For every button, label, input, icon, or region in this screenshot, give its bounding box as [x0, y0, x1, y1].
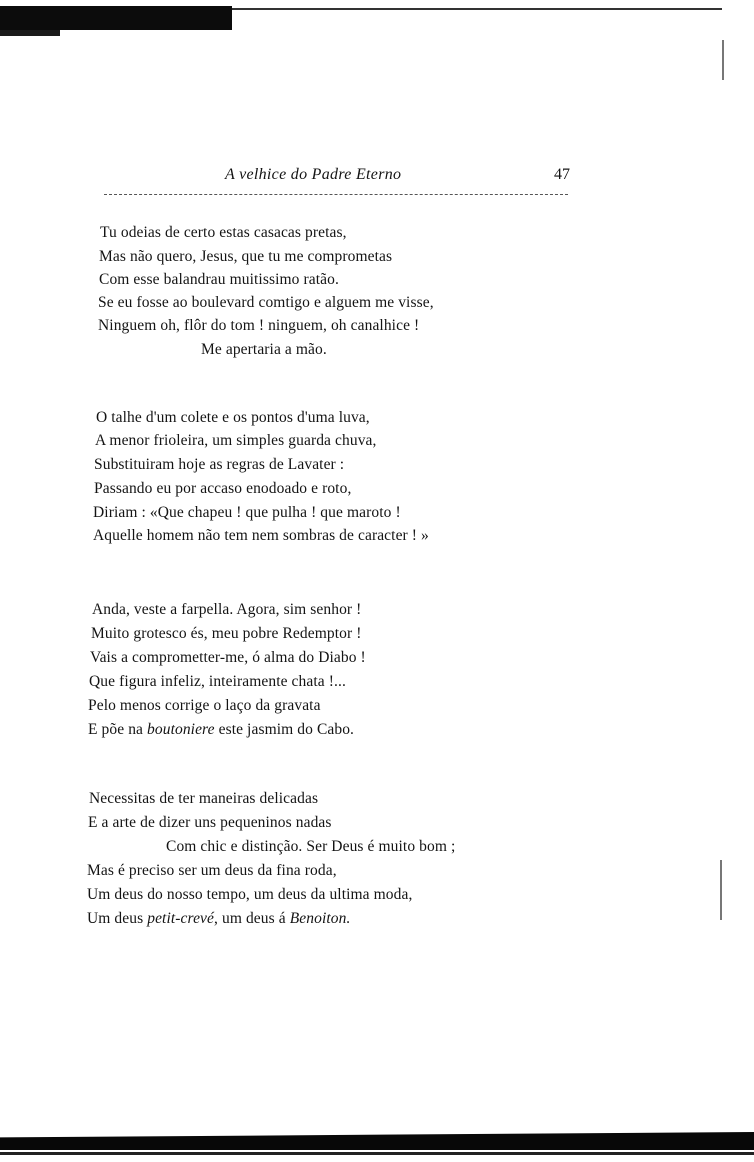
running-title: A velhice do Padre Eterno [225, 166, 402, 183]
verse-line: Tu odeias de certo estas casacas pretas, [100, 224, 347, 241]
verse-line: A menor frioleira, um simples guarda chuva, [95, 432, 377, 449]
verse-line: Aquelle homem não tem nem sombras de caracter ! » [93, 527, 429, 544]
page-header [100, 166, 570, 190]
verse-line: O talhe d'um colete e os pontos d'uma luva, [96, 409, 370, 426]
verse-line: Passando eu por accaso enodoado e roto, [94, 480, 352, 497]
verse-line-italic: Um deus petit-crevé, um deus á Benoiton. [87, 910, 351, 927]
verse-line: Substituiram hoje as regras de Lavater : [94, 456, 345, 473]
page-number: 47 [554, 166, 570, 183]
scan-edge-top [0, 6, 232, 30]
verse-line: Com esse balandrau muitissimo ratão. [99, 271, 339, 288]
scan-edge-top-shadow [0, 30, 60, 36]
scan-edge-bottom-line [0, 1152, 754, 1155]
scan-edge-top-line [232, 8, 722, 10]
verse-line: Vais a comprometter-me, ó alma do Diabo ! [90, 649, 366, 666]
scan-speck [722, 40, 724, 80]
scan-speck [720, 860, 722, 920]
verse-line: Muito grotesco és, meu pobre Redemptor ! [91, 625, 362, 642]
verse-line: Anda, veste a farpella. Agora, sim senhor ! [92, 601, 362, 618]
verse-line: Me apertaria a mão. [201, 341, 327, 358]
italic-word: boutoniere [147, 721, 215, 738]
verse-line: Um deus do nosso tempo, um deus da ultima moda, [87, 886, 413, 903]
verse-line: Mas é preciso ser um deus da fina roda, [87, 862, 337, 879]
italic-word: petit-crevé [147, 910, 215, 927]
verse-line: Se eu fosse ao boulevard comtigo e alguem me visse, [98, 294, 434, 311]
verse-line: Diriam : «Que chapeu ! que pulha ! que maroto ! [93, 504, 401, 521]
verse-line: Ninguem oh, flôr do tom ! ninguem, oh canalhice ! [98, 317, 420, 334]
verse-line: E a arte de dizer uns pequeninos nadas [88, 814, 332, 831]
verse-line: Que figura infeliz, inteiramente chata !... [89, 673, 346, 690]
verse-line: Pelo menos corrige o laço da gravata [88, 697, 321, 714]
verse-line: Mas não quero, Jesus, que tu me comprometas [99, 248, 393, 265]
header-rule [104, 194, 568, 195]
verse-line: Necessitas de ter maneiras delicadas [89, 790, 319, 807]
verse-line: Com chic e distinção. Ser Deus é muito bom ; [166, 838, 456, 855]
italic-word: Benoiton. [289, 910, 351, 927]
scan-edge-bottom [0, 1132, 754, 1150]
verse-line-italic: E põe na boutoniere este jasmim do Cabo. [88, 721, 355, 738]
